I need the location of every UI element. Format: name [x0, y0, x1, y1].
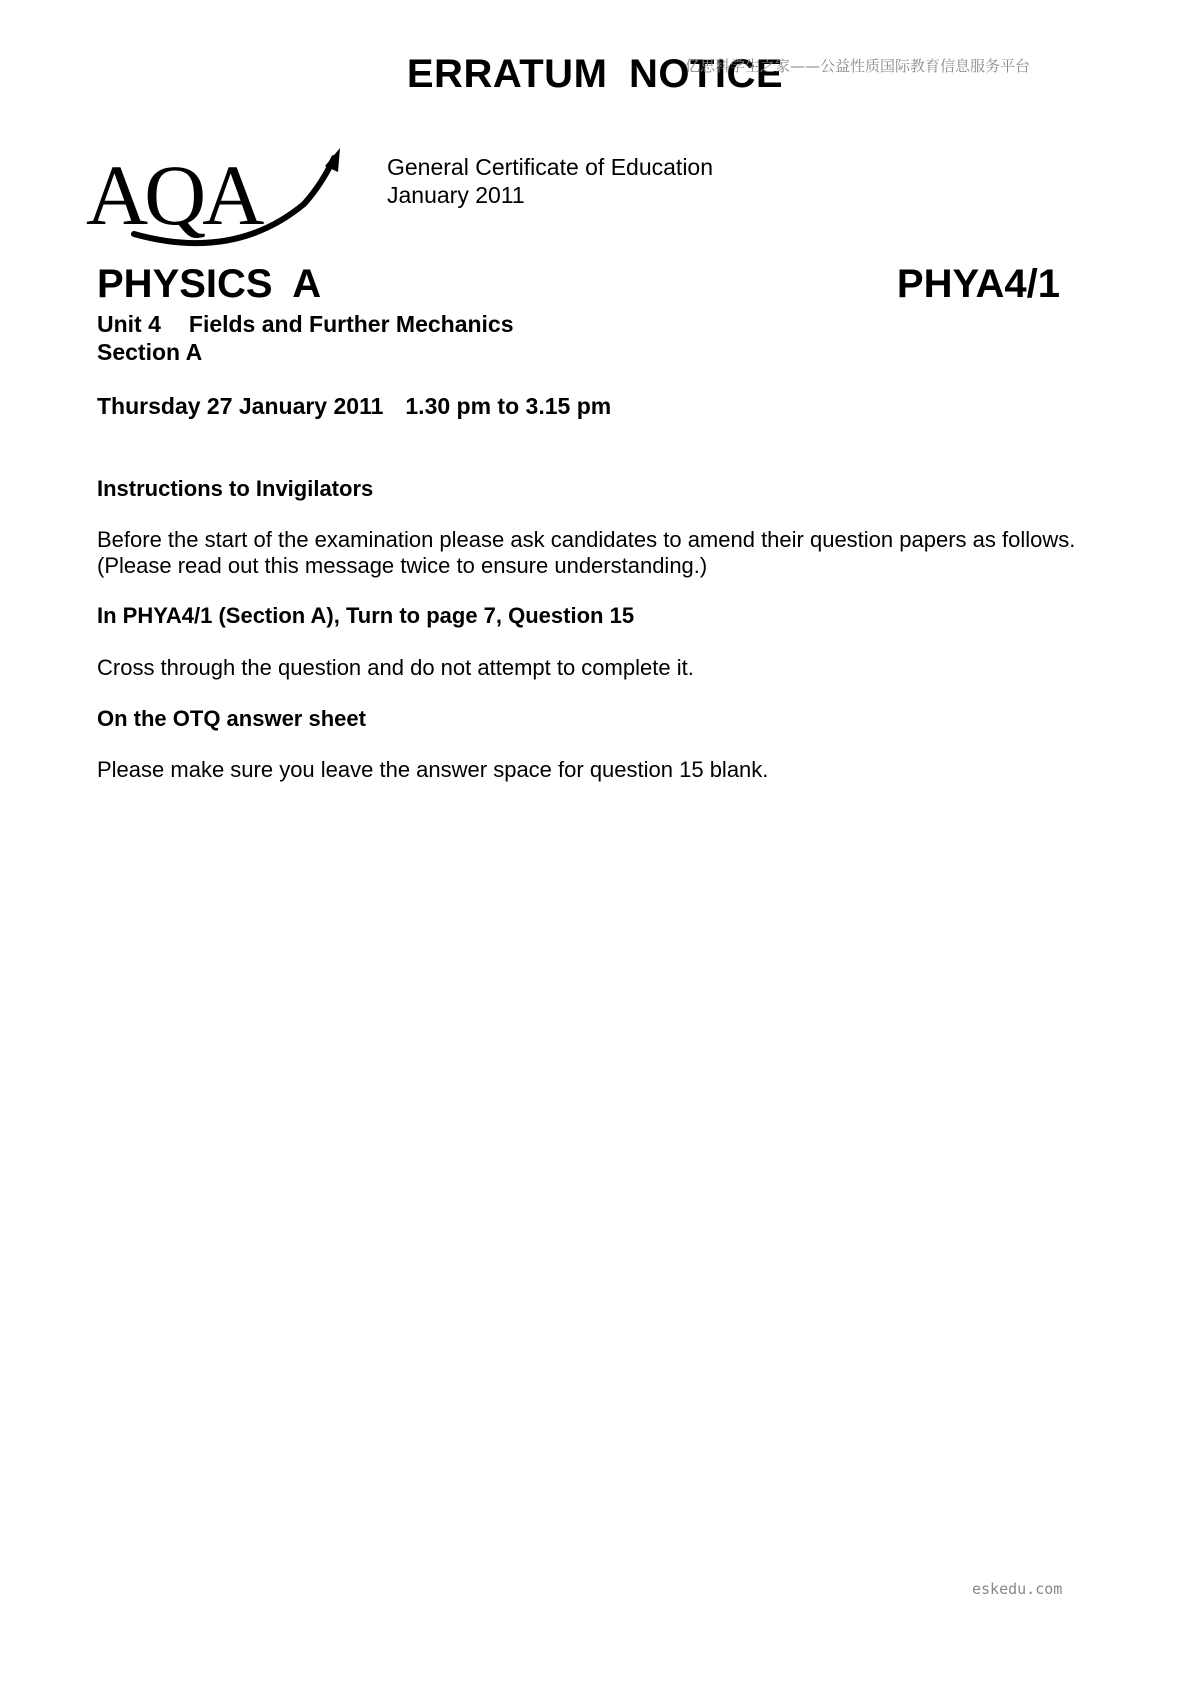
page-title: ERRATUM NOTICE [406, 52, 784, 96]
paper-code: PHYA4/1 [896, 262, 1060, 306]
certificate-session: January 2011 [387, 182, 525, 208]
watermark-top: 亿思科学生之家——公益性质国际教育信息服务平台 [685, 57, 1031, 75]
unit-name: Fields and Further Mechanics [188, 311, 514, 337]
certificate-info [387, 153, 713, 209]
svg-text:AQA: AQA [86, 147, 261, 243]
change-heading: In PHYA4/1 (Section A), Turn to page 7, Question 15 [97, 603, 635, 628]
instructions-heading: Instructions to Invigilators [97, 476, 374, 501]
otq-heading: On the OTQ answer sheet [97, 706, 366, 731]
certificate-title: General Certificate of Education [387, 154, 714, 180]
instructions-line-1: Before the start of the examination please ask candidates to amend their question papers as follows. [97, 527, 1076, 552]
aqa-logo [84, 144, 344, 249]
aqa-swoosh-logo-icon [84, 144, 344, 249]
exam-date-day: Thursday 27 January 2011 [97, 393, 384, 419]
otq-text: Please make sure you leave the answer space for question 15 blank. [97, 757, 769, 782]
unit-info [97, 310, 514, 366]
instructions-paragraph [97, 527, 1075, 579]
subject-title: PHYSICS A [97, 262, 322, 306]
exam-date-time: 1.30 pm to 3.15 pm [405, 393, 612, 419]
instructions-line-2: (Please read out this message twice to ensure understanding.) [97, 553, 708, 578]
watermark-bottom: eskedu.com [972, 1580, 1063, 1598]
change-text: Cross through the question and do not attempt to complete it. [97, 655, 694, 680]
exam-date [97, 393, 611, 420]
unit-number: Unit 4 [97, 311, 161, 337]
unit-section: Section A [97, 339, 203, 365]
